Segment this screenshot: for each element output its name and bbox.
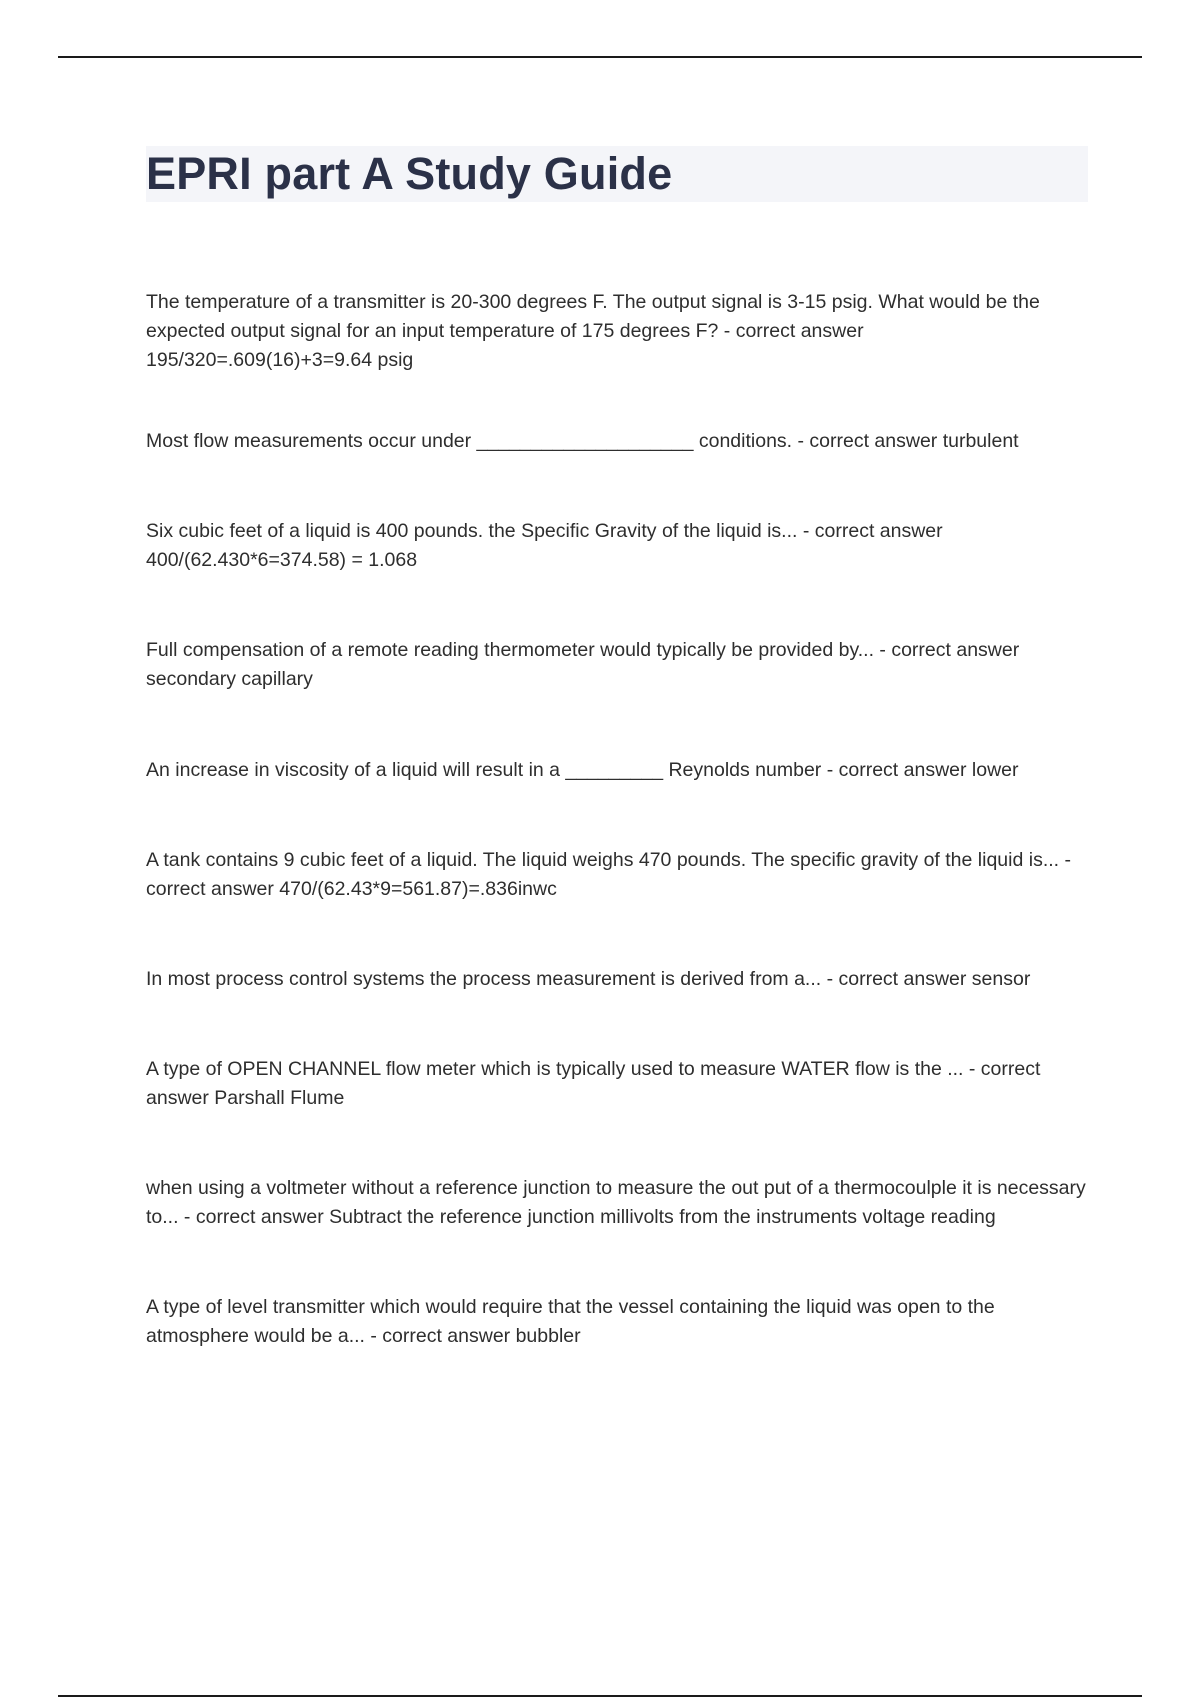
qa-item-9: when using a voltmeter without a reference junction to measure the out put of a thermocoulple it is necessary to... - correct answer Subtract the reference junction millivolts from the instruments voltage reading — [146, 1177, 1086, 1228]
qa-item-2: Most flow measurements occur under ____________________ conditions. - correct answer turbulent — [146, 430, 1019, 452]
qa-item-7: In most process control systems the process measurement is derived from a... - correct answer sensor — [146, 968, 1031, 990]
qa-item-4: Full compensation of a remote reading thermometer would typically be provided by... - correct answer secondary capillary — [146, 639, 1020, 690]
qa-item-1: The temperature of a transmitter is 20-300 degrees F. The output signal is 3-15 psig. What would be the expected output signal for an input temperature of 175 degrees F? - correct answer 195/320=.609(16)+3=9.64 psig — [146, 291, 1040, 371]
qa-list — [146, 288, 1086, 1351]
top-rule — [58, 56, 1142, 58]
qa-item-10: A type of level transmitter which would require that the vessel containing the liquid was open to the atmosphere would be a... - correct answer bubbler — [146, 1296, 995, 1347]
document-title: EPRI part A Study Guide — [146, 148, 673, 199]
qa-item-6: A tank contains 9 cubic feet of a liquid. The liquid weighs 470 pounds. The specific gravity of the liquid is... - correct answer 470/(62.43*9=561.87)=.836inwc — [146, 849, 1071, 900]
bottom-rule — [58, 1695, 1142, 1697]
qa-item-8: A type of OPEN CHANNEL flow meter which is typically used to measure WATER flow is the ... - correct answer Parshall Flume — [146, 1058, 1041, 1109]
qa-item-5: An increase in viscosity of a liquid will result in a _________ Reynolds number - correct answer lower — [146, 759, 1019, 781]
qa-item-3: Six cubic feet of a liquid is 400 pounds. the Specific Gravity of the liquid is... - correct answer 400/(62.430*6=374.58) = 1.068 — [146, 520, 943, 571]
